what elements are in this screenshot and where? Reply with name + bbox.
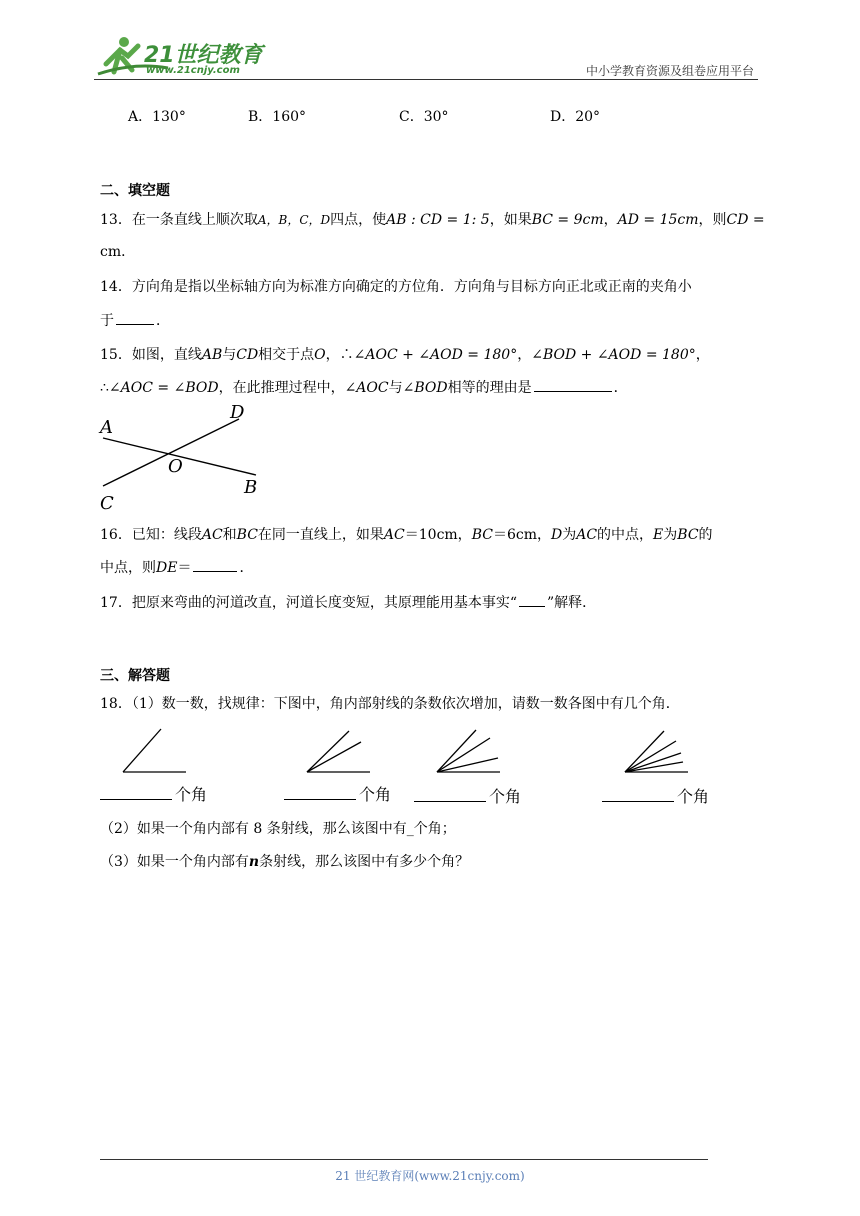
q15-eq2: ∠BOD + ∠AOD = 180° bbox=[531, 347, 696, 363]
label-d: D bbox=[230, 402, 245, 423]
q13-text4: ，则 bbox=[698, 212, 727, 228]
q16-end: ． bbox=[239, 560, 254, 576]
q15-bod: ∠BOD bbox=[402, 380, 448, 396]
angle-figure-3 bbox=[432, 720, 504, 776]
angle-figure-1 bbox=[118, 720, 190, 776]
q15-end1: ， bbox=[695, 347, 710, 363]
q13-points: A，B，C，D bbox=[257, 213, 331, 227]
q15-text-c: 相交于点 bbox=[258, 347, 315, 363]
q15-therefore: ∴ bbox=[100, 380, 109, 396]
q15-text-b: 与 bbox=[222, 347, 237, 363]
q18-p3-text-b: 条射线，那么该图中有多少个角？ bbox=[259, 854, 470, 870]
question-18-part1: 18．（1）数一数，找规律：下图中，角内部射线的条数依次增加，请数一数各图中有几个角． bbox=[100, 696, 680, 712]
question-14-line2 bbox=[100, 310, 170, 330]
angle-count-blank-4[interactable] bbox=[602, 787, 674, 802]
q17-text-b: ”解释． bbox=[546, 595, 597, 611]
q16-ac2: AC bbox=[383, 527, 405, 543]
choice-c: C．30° bbox=[399, 109, 449, 125]
q15-end: ． bbox=[613, 380, 628, 396]
q13-comma: ， bbox=[603, 212, 618, 228]
angle-figure-2 bbox=[302, 720, 374, 776]
q13-ad: AD = 15cm bbox=[617, 212, 699, 228]
q17-answer-blank[interactable] bbox=[519, 592, 545, 607]
q15-eq1: ∠AOC + ∠AOD = 180° bbox=[353, 347, 518, 363]
angle-suffix-2: 个角 bbox=[359, 785, 392, 804]
angle-answer-1 bbox=[100, 782, 207, 805]
q13-number: 13． bbox=[100, 212, 132, 228]
q15-ab: AB bbox=[201, 347, 223, 363]
q15-text-f: 与 bbox=[388, 380, 403, 396]
q16-e: E bbox=[653, 527, 664, 543]
angle-suffix-3: 个角 bbox=[489, 787, 522, 806]
question-18-part3 bbox=[100, 851, 469, 871]
footer-divider bbox=[100, 1159, 708, 1160]
q16-text-d: ＝10cm， bbox=[404, 527, 472, 543]
angle-suffix-4: 个角 bbox=[677, 787, 710, 806]
q16-text-f: 为 bbox=[562, 527, 577, 543]
question-14-line1: 14．方向角是指以坐标轴方向为标准方向确定的方位角．方向角与目标方向正北或正南的夹角小 bbox=[100, 279, 692, 295]
q16-equals: ＝ bbox=[177, 560, 192, 576]
q16-ac: AC bbox=[201, 527, 223, 543]
q15-intersecting-lines-figure bbox=[96, 400, 266, 514]
q15-answer-blank[interactable] bbox=[534, 377, 612, 392]
q16-de: DE bbox=[156, 560, 178, 576]
q13-text: 在一条直线上顺次取 bbox=[131, 212, 258, 228]
question-15-line2 bbox=[100, 377, 628, 397]
question-18-part2: （2）如果一个角内部有 8 条射线，那么该图中有_个角； bbox=[100, 821, 456, 837]
q15-text-a: 15．如图，直线 bbox=[100, 347, 202, 363]
q14-post: ． bbox=[156, 313, 170, 329]
q16-ac3: AC bbox=[576, 527, 598, 543]
q16-text-e: ＝6cm， bbox=[492, 527, 551, 543]
q15-cd: CD bbox=[236, 347, 259, 363]
angle-suffix-1: 个角 bbox=[175, 785, 208, 804]
question-16-line1 bbox=[100, 524, 713, 544]
q13-cd: CD = bbox=[726, 212, 765, 228]
choice-a: A．130° bbox=[128, 109, 186, 125]
q16-answer-blank[interactable] bbox=[193, 557, 237, 572]
q15-text-g: 相等的理由是 bbox=[447, 380, 532, 396]
q15-text-e: ，在此推理过程中， bbox=[218, 380, 345, 396]
angle-count-blank-3[interactable] bbox=[414, 787, 486, 802]
choice-d: D．20° bbox=[550, 109, 601, 125]
label-o: O bbox=[168, 456, 183, 477]
angle-count-blank-2[interactable] bbox=[284, 785, 356, 800]
q16-bc2: BC bbox=[471, 527, 493, 543]
q15-eq3: ∠AOC = ∠BOD bbox=[108, 380, 219, 396]
q17-text-a: 17．把原来弯曲的河道改直，河道长度变短，其原理能用基本事实“ bbox=[100, 595, 517, 611]
q15-aoc: ∠AOC bbox=[344, 380, 389, 396]
q16-d: D bbox=[550, 527, 563, 543]
q16-text-b: 和 bbox=[222, 527, 237, 543]
q15-sep: ， bbox=[517, 347, 532, 363]
q18-p3-text-a: （3）如果一个角内部有 bbox=[100, 854, 249, 870]
section-title-answer: 三、解答题 bbox=[100, 668, 170, 684]
choice-b: B．160° bbox=[248, 109, 307, 125]
question-13 bbox=[100, 209, 765, 229]
label-c: C bbox=[100, 493, 114, 514]
label-b: B bbox=[244, 477, 258, 498]
question-15-line1 bbox=[100, 344, 710, 364]
q16-bc3: BC bbox=[677, 527, 699, 543]
angle-answer-4 bbox=[602, 784, 709, 807]
q13-text2: 四点，使 bbox=[330, 212, 387, 228]
question-17 bbox=[100, 592, 596, 612]
header-platform-text: 中小学教育资源及组卷应用平台 bbox=[585, 64, 754, 78]
q14-answer-blank[interactable] bbox=[116, 310, 154, 325]
q14-pre: 于 bbox=[100, 313, 114, 329]
q16-text-a: 16．已知：线段 bbox=[100, 527, 202, 543]
q13-ratio: AB : CD = 1: 5 bbox=[386, 212, 490, 228]
q16-text-g: 的中点， bbox=[597, 527, 654, 543]
site-logo bbox=[94, 34, 264, 80]
q16-text-h: 为 bbox=[663, 527, 678, 543]
q13-bc: BC = 9cm bbox=[531, 212, 604, 228]
section-title-fill-blank: 二、填空题 bbox=[100, 183, 170, 199]
angle-answer-3 bbox=[414, 784, 521, 807]
logo-text: 21世纪教育 bbox=[144, 43, 263, 68]
q16-text-j: 中点，则 bbox=[100, 560, 156, 576]
angle-answer-2 bbox=[284, 782, 391, 805]
q18-n: n bbox=[248, 854, 260, 870]
q13-text3: ，如果 bbox=[489, 212, 532, 228]
q16-text-i: 的 bbox=[698, 527, 713, 543]
footer-text[interactable]: 21 世纪教育网(www.21cnjy.com) bbox=[335, 1169, 525, 1183]
label-a: A bbox=[100, 417, 113, 438]
q15-text-d: ，∴ bbox=[325, 347, 354, 363]
logo-url: www.21cnjy.com bbox=[146, 65, 240, 76]
q15-o: O bbox=[314, 347, 326, 363]
q13-unit: cm． bbox=[100, 244, 136, 260]
question-16-line2 bbox=[100, 557, 253, 577]
angle-count-blank-1[interactable] bbox=[100, 785, 172, 800]
angle-figure-4 bbox=[620, 720, 692, 776]
q16-bc: BC bbox=[236, 527, 258, 543]
q16-text-c: 在同一直线上，如果 bbox=[257, 527, 384, 543]
header-divider bbox=[94, 79, 758, 80]
